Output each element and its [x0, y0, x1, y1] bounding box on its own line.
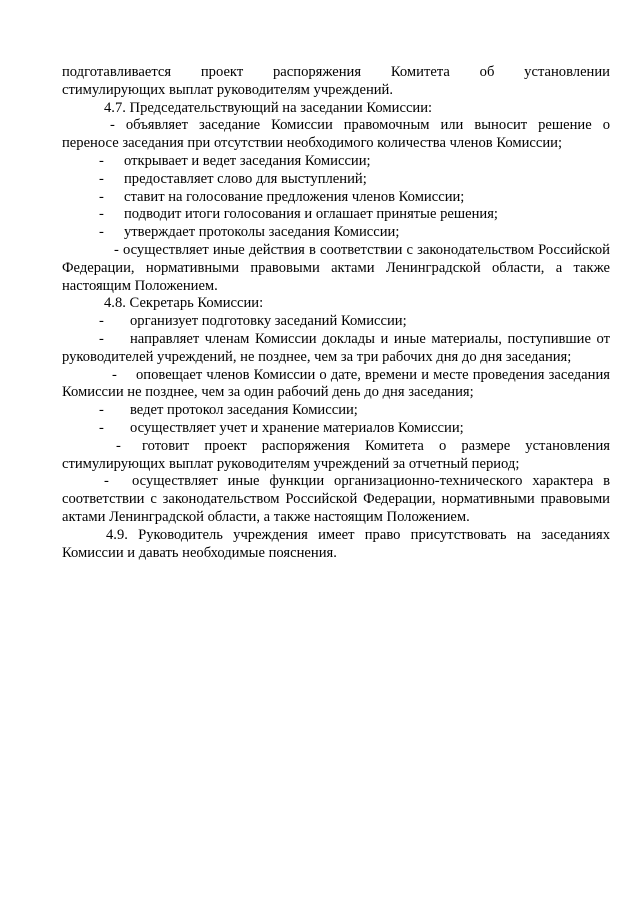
- list-item-text: осуществляет учет и хранение материалов Комиссии;: [130, 419, 464, 436]
- list-item: [62, 402, 610, 420]
- list-item-text: предоставляет слово для выступлений;: [124, 170, 367, 187]
- list-item: [62, 367, 610, 403]
- list-item: [62, 189, 610, 207]
- list-item-text: направляет членам Комиссии доклады и иные материалы, поступившие от руководителей учреждений, не позднее, чем за три рабочих дня до дня заседания;: [62, 330, 610, 365]
- list-item: [62, 473, 610, 526]
- list-item-text: оповещает членов Комиссии о дате, времени и месте проведения заседания Комиссии не позднее, чем за один рабочий день до дня заседания;: [62, 366, 610, 401]
- bullet-dash: -: [99, 188, 104, 205]
- list-item: [62, 171, 610, 189]
- bullet-dash: -: [116, 437, 121, 454]
- list-item: [62, 331, 610, 367]
- list-item: - осуществляет иные действия в соответствии с законодательством Российской Федерации, нормативными правовыми актами Ленинградской области, а также настоящим Положением.: [62, 241, 610, 294]
- bullet-dash: -: [99, 402, 104, 419]
- bullet-dash: -: [99, 330, 104, 347]
- list-item: [62, 206, 610, 224]
- section-heading-4-8: 4.8. Секретарь Комиссии:: [104, 295, 264, 312]
- bullet-dash: -: [99, 313, 104, 330]
- list-item-text: подводит итоги голосования и оглашает принятые решения;: [124, 206, 498, 223]
- section-4-9: 4.9. Руководитель учреждения имеет право присутствовать на заседаниях Комиссии и давать необходимые пояснения.: [62, 526, 610, 561]
- list-item-text: ставит на голосование предложения членов Комиссии;: [124, 188, 465, 205]
- bullet-dash: -: [99, 419, 104, 436]
- document-page: [62, 64, 610, 562]
- bullet-dash: -: [99, 206, 104, 223]
- list-item-text: организует подготовку заседаний Комиссии;: [130, 313, 407, 330]
- section-heading-4-7: 4.7. Председательствующий на заседании Комиссии:: [104, 99, 433, 116]
- bullet-dash: -: [99, 170, 104, 187]
- list-item-text: ведет протокол заседания Комиссии;: [130, 402, 358, 419]
- list-item-text: осуществляет иные функции организационно-технического характера в соответствии с законодательством Российской Федерации, нормативными правовыми актами Ленинградской области, а также настоящим Положением.: [62, 473, 610, 525]
- bullet-dash: -: [112, 366, 117, 383]
- list-item: [62, 153, 610, 171]
- bullet-dash: -: [104, 473, 109, 490]
- list-item-text: утверждает протоколы заседания Комиссии;: [124, 224, 400, 241]
- list-item: [62, 438, 610, 474]
- paragraph-line: подготавливается проект распоряжения Комитета об установлении: [62, 64, 610, 80]
- list-item: [62, 224, 610, 242]
- bullet-dash: -: [99, 224, 104, 241]
- list-item: [62, 313, 610, 331]
- list-item-text: открывает и ведет заседания Комиссии;: [124, 152, 371, 169]
- paragraph-line: стимулирующих выплат руководителям учреждений.: [62, 81, 394, 98]
- list-item: - объявляет заседание Комиссии правомочным или выносит решение о переносе заседания при отсутствии необходимого количества членов Комиссии;: [62, 117, 610, 152]
- list-item-text: готовит проект распоряжения Комитета о размере установления стимулирующих выплат руководителям учреждений за отчетный период;: [62, 437, 610, 472]
- bullet-dash: -: [99, 152, 104, 169]
- list-item: [62, 420, 610, 438]
